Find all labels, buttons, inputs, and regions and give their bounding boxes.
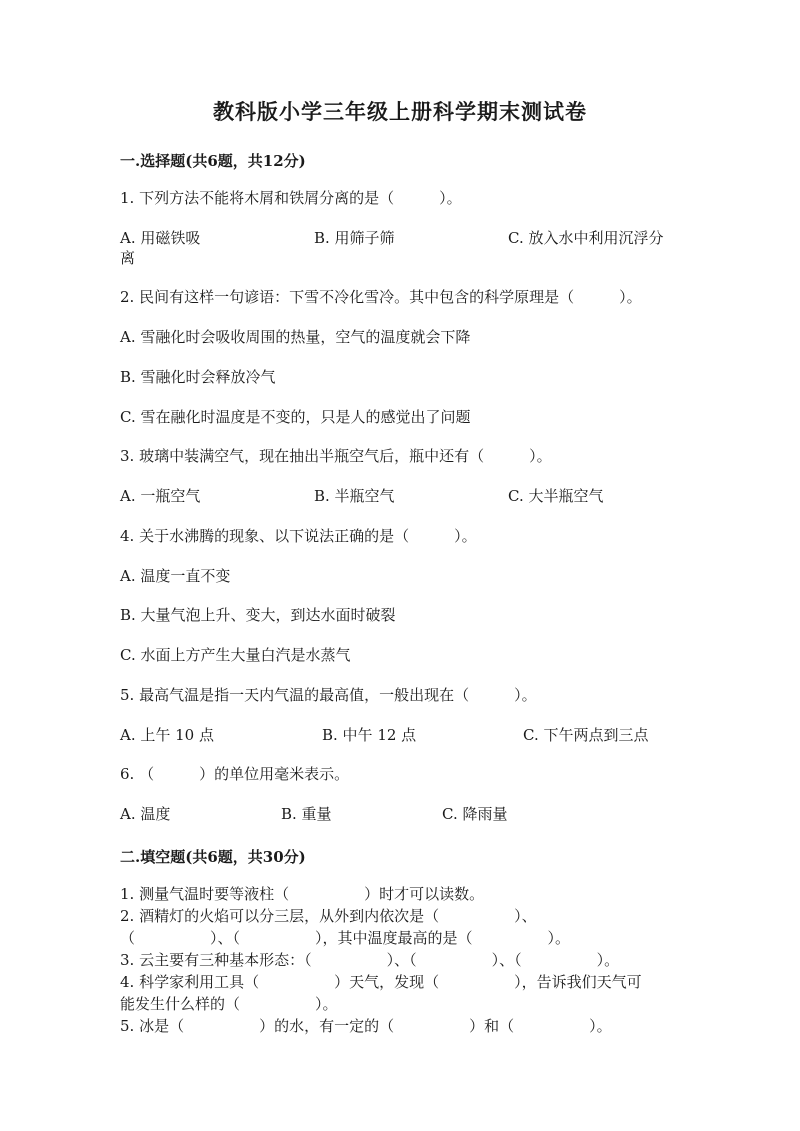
question-3-option-c: C. 大半瓶空气 bbox=[508, 487, 604, 505]
question-3-stem: 3. 玻璃中装满空气，现在抽出半瓶空气后，瓶中还有（ ）。 bbox=[120, 447, 552, 465]
question-6-option-a: A. 温度 bbox=[120, 805, 171, 823]
fill-question-3: 3. 云主要有三种基本形态：（ ）、（ ）、（ ）。 bbox=[120, 951, 620, 969]
question-2-stem: 2. 民间有这样一句谚语：下雪不冷化雪冷。其中包含的科学原理是（ ）。 bbox=[120, 288, 642, 306]
question-4-option-c: C. 水面上方产生大量白汽是水蒸气 bbox=[120, 646, 351, 664]
question-4-option-b: B. 大量气泡上升、变大，到达水面时破裂 bbox=[120, 606, 396, 624]
question-1-option-c: C. 放入水中利用沉浮分 bbox=[508, 229, 664, 247]
fill-question-5: 5. 冰是（ ）的水，有一定的（ ）和（ ）。 bbox=[120, 1017, 612, 1035]
question-3-option-a: A. 一瓶空气 bbox=[120, 487, 201, 505]
section-heading-fill: 二.填空题(共6题，共30分) bbox=[120, 848, 306, 866]
fill-question-4-cont: 能发生什么样的（ ）。 bbox=[120, 995, 338, 1013]
question-4-stem: 4. 关于水沸腾的现象、以下说法正确的是（ ）。 bbox=[120, 527, 477, 545]
fill-question-4: 4. 科学家利用工具（ ）天气，发现（ ），告诉我们天气可 bbox=[120, 973, 642, 991]
question-5-option-c: C. 下午两点到三点 bbox=[523, 726, 649, 744]
question-1-option-b: B. 用筛子筛 bbox=[314, 229, 395, 247]
question-5-option-b: B. 中午 12 点 bbox=[322, 726, 417, 744]
question-1-option-c-cont: 离 bbox=[120, 249, 136, 267]
question-6-stem: 6. （ ）的单位用毫米表示。 bbox=[120, 765, 350, 783]
question-6-option-b: B. 重量 bbox=[281, 805, 332, 823]
question-3-option-b: B. 半瓶空气 bbox=[314, 487, 395, 505]
question-5-stem: 5. 最高气温是指一天内气温的最高值，一般出现在（ ）。 bbox=[120, 686, 537, 704]
section-heading-choice: 一.选择题(共6题，共12分) bbox=[120, 152, 306, 170]
question-5-option-a: A. 上午 10 点 bbox=[120, 726, 214, 744]
page-title: 教科版小学三年级上册科学期末测试卷 bbox=[213, 99, 587, 124]
question-4-option-a: A. 温度一直不变 bbox=[120, 567, 231, 585]
question-1-option-a: A. 用磁铁吸 bbox=[120, 229, 201, 247]
question-2-option-a: A. 雪融化时会吸收周围的热量，空气的温度就会下降 bbox=[120, 328, 471, 346]
question-2-option-c: C. 雪在融化时温度是不变的，只是人的感觉出了问题 bbox=[120, 408, 471, 426]
fill-question-2: 2. 酒精灯的火焰可以分三层，从外到内依次是（ ）、 bbox=[120, 907, 537, 925]
fill-question-1: 1. 测量气温时要等液柱（ ）时才可以读数。 bbox=[120, 885, 485, 903]
question-2-option-b: B. 雪融化时会释放冷气 bbox=[120, 368, 276, 386]
question-1-stem: 1. 下列方法不能将木屑和铁屑分离的是（ ）。 bbox=[120, 189, 462, 207]
fill-question-2-cont: （ ）、（ ），其中温度最高的是（ ）。 bbox=[120, 929, 571, 947]
question-6-option-c: C. 降雨量 bbox=[442, 805, 508, 823]
